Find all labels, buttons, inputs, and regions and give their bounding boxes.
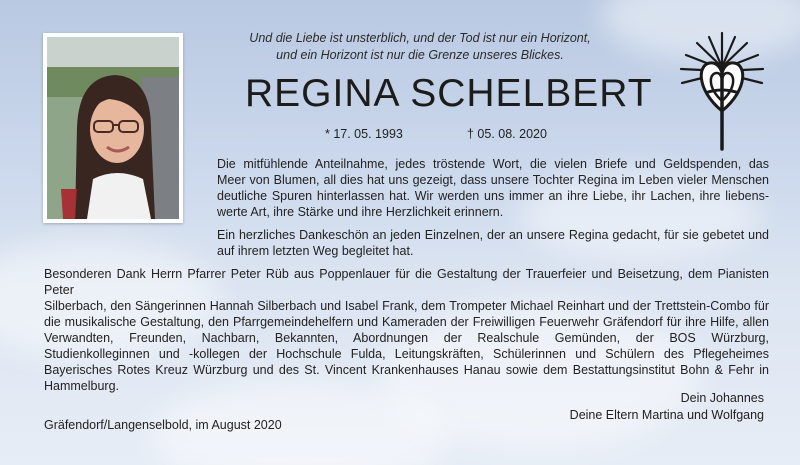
paragraph-line: Meer von Blumen, all dies hat uns gezeigt, dass unsere Tochter Regina im Leben vieler Menschen — [217, 173, 769, 187]
paragraph-line: Besonderen Dank Herrn Pfarrer Peter Rüb aus Poppenlauer für die Gestaltung der Trauerfeier und Beisetzung, dem Pianisten Peter — [44, 267, 769, 297]
paragraph-line: Ein herzliches Dankeschön an jeden Einzelnen, der an unsere Regina gedacht, für sie gebetet und — [217, 228, 769, 242]
signature-line: Dein Johannes — [680, 391, 764, 405]
death-date: † 05. 08. 2020 — [467, 127, 547, 141]
deceased-name: REGINA SCHELBERT — [245, 72, 653, 115]
thanks-paragraph — [217, 156, 769, 220]
special-thanks-paragraph — [44, 266, 769, 394]
portrait-photo — [47, 37, 179, 219]
paragraph-line: Hammelburg. — [44, 379, 120, 393]
signature-line: Deine Eltern Martina und Wolfgang — [569, 408, 764, 422]
quote-line: und ein Horizont ist nur die Grenze unseres Blickes. — [276, 48, 564, 62]
paragraph-line: deutliche Spuren hinterlassen hat. Wir werden uns immer an ihre Liebe, ihr Lachen, ihre liebens- — [217, 189, 769, 203]
paragraph-line: Verwandten, Freunden, Nachbarn, Bekannten, Abordnungen der Realschule Gemünden, der BOS Würzburg, — [44, 331, 769, 345]
paragraph-line: Studienkolleginnen und -kollegen der Hochschule Fulda, Leitungskräften, Schülerinnen und Schülern des Pflegeheimes — [44, 347, 769, 361]
paragraph-line: Bayerisches Rotes Kreuz Würzburg und des St. Vincent Krankenhauses Hanau sowie dem Bestattungsinstitut Bohn & Fehr in — [44, 363, 769, 377]
place-date: Gräfendorf/Langenselbold, im August 2020 — [44, 418, 282, 432]
paragraph-line: auf ihrem letzten Weg begleitet hat. — [217, 244, 414, 258]
paragraph-line: werte Art, ihre Stärke und ihre Herzlichkeit erinnern. — [217, 205, 504, 219]
paragraph-line: die musikalische Gestaltung, den Pfarrgemeindehelfern und Kameraden der Freiwilligen Feuerwehr Gräfendorf für ihre Hilfe, allen — [44, 315, 769, 329]
memorial-quote — [230, 30, 610, 64]
birth-date: * 17. 05. 1993 — [325, 127, 403, 141]
gratitude-paragraph — [217, 227, 769, 259]
paragraph-line: Die mitfühlende Anteilnahme, jedes tröstende Wort, die vielen Briefe und Geldspenden, das — [217, 157, 769, 171]
paragraph-line: Silberbach, den Sängerinnen Hannah Silberbach und Isabel Frank, dem Trompeter Michael Reinhart und der Trettstein-Combo für — [44, 299, 769, 313]
cross-heart-sunburst-icon — [675, 27, 770, 152]
portrait-frame — [43, 33, 183, 223]
quote-line: Und die Liebe ist unsterblich, und der Tod ist nur ein Horizont, — [249, 31, 591, 45]
signature-block — [570, 390, 764, 424]
